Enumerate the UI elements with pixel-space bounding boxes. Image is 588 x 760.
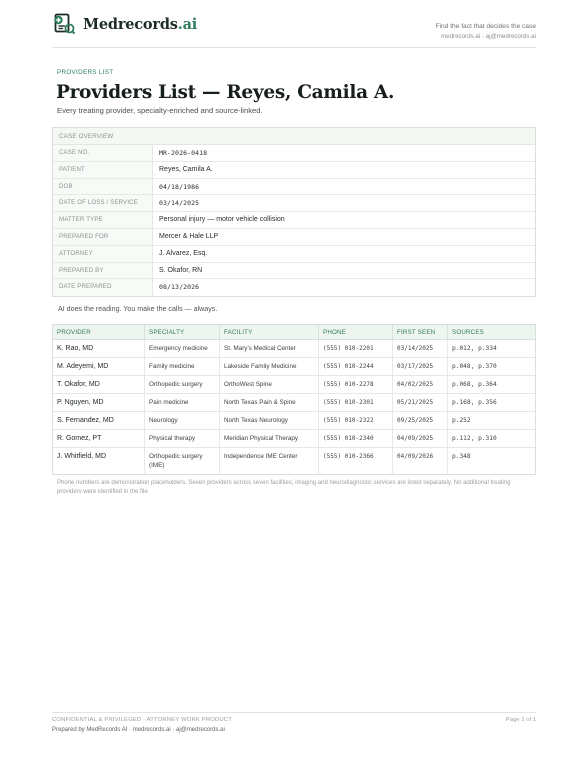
page-header	[52, 12, 536, 42]
provider-sources: p.048, p.370	[452, 363, 497, 370]
provider-sources: p.252	[452, 417, 471, 424]
column-header-specialty: SPECIALTY	[145, 325, 220, 339]
column-header-sources: SOURCES	[452, 329, 484, 336]
provider-sources: p.012, p.334	[452, 345, 497, 352]
ai-disclaimer: AI does the reading. You make the calls — always.	[58, 305, 218, 313]
footer-divider	[52, 712, 536, 713]
provider-facility: Independence IME Center	[220, 448, 319, 474]
brand-logo	[52, 12, 197, 36]
provider-sources: p.068, p.364	[452, 381, 497, 388]
provider-name: R. Gomez, PT	[53, 430, 145, 447]
provider-phone: (555) 010-2201	[319, 340, 393, 357]
overview-label: PATIENT	[53, 162, 153, 178]
table-footnote: Phone numbers are demonstration placeholders. Seven providers across seven facilities; imaging and neurodiagnostic services are listed separately. No additional treating providers were identified in the file.	[57, 480, 511, 496]
case-overview-heading: CASE OVERVIEW	[53, 128, 535, 145]
provider-name: K. Rao, MD	[53, 340, 145, 357]
table-row	[53, 430, 535, 448]
overview-value: 08/13/2026	[159, 283, 200, 292]
overview-label: ATTORNEY	[53, 246, 153, 262]
overview-row-date-of-loss	[53, 195, 535, 212]
provider-specialty: Physical therapy	[145, 430, 220, 447]
provider-first-seen: 05/21/2025	[393, 394, 448, 411]
provider-first-seen: 04/09/2026	[393, 448, 448, 474]
provider-facility: Lakeside Family Medicine	[220, 358, 319, 375]
provider-facility: North Texas Neurology	[220, 412, 319, 429]
provider-specialty: Orthopedic surgery (IME)	[145, 448, 220, 474]
overview-row-matter-type	[53, 212, 535, 229]
providers-table-header	[53, 325, 535, 340]
overview-row-attorney	[53, 246, 535, 263]
provider-specialty: Emergency medicine	[145, 340, 220, 357]
overview-value: 04/18/1986	[159, 182, 200, 191]
table-row	[53, 412, 535, 430]
provider-sources: p.348	[452, 453, 471, 460]
case-overview-table	[52, 127, 536, 297]
provider-phone: (555) 010-2322	[319, 412, 393, 429]
table-row	[53, 394, 535, 412]
provider-first-seen: 04/09/2025	[393, 430, 448, 447]
overview-value: Reyes, Camila A.	[159, 165, 213, 173]
brand-name: Medrecords.ai	[83, 15, 198, 33]
provider-phone: (555) 010-2340	[319, 430, 393, 447]
provider-first-seen: 04/02/2025	[393, 376, 448, 393]
overview-label: PREPARED FOR	[53, 229, 153, 245]
medrecords-logo-icon	[52, 12, 76, 36]
overview-row-dob	[53, 179, 535, 196]
provider-name: S. Fernandez, MD	[53, 412, 145, 429]
overview-row-prepared-for	[53, 229, 535, 246]
overview-value: 03/14/2025	[159, 199, 200, 208]
column-header-facility: FACILITY	[220, 325, 319, 339]
table-row	[53, 358, 535, 376]
provider-facility: North Texas Pain & Spine	[220, 394, 319, 411]
provider-name: P. Nguyen, MD	[53, 394, 145, 411]
page-number: Page 1 of 1	[505, 717, 536, 723]
overview-value: Personal injury — motor vehicle collision	[159, 216, 285, 224]
provider-name: J. Whitfield, MD	[53, 448, 145, 474]
overview-value: S. Okafor, RN	[159, 266, 203, 274]
footer-confidential: CONFIDENTIAL & PRIVILEGED · ATTORNEY WORK PRODUCT	[52, 717, 232, 723]
page-title: Providers List — Reyes, Camila A.	[56, 82, 395, 103]
provider-phone: (555) 010-2366	[319, 448, 393, 474]
overview-row-patient	[53, 162, 535, 179]
header-tagline: Find the fact that decides the case	[435, 23, 536, 30]
provider-phone: (555) 010-2244	[319, 358, 393, 375]
column-header-provider: PROVIDER	[53, 325, 145, 339]
providers-table	[52, 324, 536, 475]
overview-label: MATTER TYPE	[53, 212, 153, 228]
provider-specialty: Pain medicine	[145, 394, 220, 411]
provider-facility: OrthoWest Spine	[220, 376, 319, 393]
provider-name: M. Adeyemi, MD	[53, 358, 145, 375]
provider-first-seen: 03/14/2025	[393, 340, 448, 357]
overview-label: PREPARED BY	[53, 263, 153, 279]
provider-facility: Meridian Physical Therapy	[220, 430, 319, 447]
provider-first-seen: 09/25/2025	[393, 412, 448, 429]
provider-specialty: Family medicine	[145, 358, 220, 375]
overview-row-case-no	[53, 145, 535, 162]
footer-prepared-by: Prepared by MedRecords AI · medrecords.ai · aj@medrecords.ai	[52, 727, 225, 733]
overview-value: J. Alvarez, Esq.	[159, 249, 208, 257]
overview-label: DATE OF LOSS / SERVICE	[53, 195, 153, 211]
table-row	[53, 448, 535, 474]
header-divider	[52, 47, 536, 48]
page-eyebrow: PROVIDERS LIST	[57, 69, 114, 76]
provider-phone: (555) 010-2301	[319, 394, 393, 411]
provider-name: T. Okafor, MD	[53, 376, 145, 393]
table-row	[53, 376, 535, 394]
overview-label: DOB	[53, 179, 153, 195]
overview-label: CASE NO.	[53, 145, 153, 161]
provider-specialty: Orthopedic surgery	[145, 376, 220, 393]
overview-value: MR-2026-0418	[159, 149, 208, 157]
overview-row-prepared-by	[53, 263, 535, 280]
provider-facility: St. Mary's Medical Center	[220, 340, 319, 357]
provider-specialty: Neurology	[145, 412, 220, 429]
overview-row-date-prepared	[53, 279, 535, 296]
page-subtitle: Every treating provider, specialty-enriched and source-linked.	[57, 106, 263, 115]
provider-sources: p.112, p.310	[452, 435, 497, 442]
overview-label: DATE PREPARED	[53, 279, 153, 296]
provider-first-seen: 03/17/2025	[393, 358, 448, 375]
table-row	[53, 340, 535, 358]
header-contact: medrecords.ai · aj@medrecords.ai	[440, 33, 536, 40]
provider-sources: p.168, p.356	[452, 399, 497, 406]
overview-value: Mercer & Hale LLP	[159, 232, 219, 240]
provider-phone: (555) 010-2278	[319, 376, 393, 393]
column-header-first-seen: FIRST SEEN	[393, 325, 448, 339]
column-header-phone: PHONE	[319, 325, 393, 339]
